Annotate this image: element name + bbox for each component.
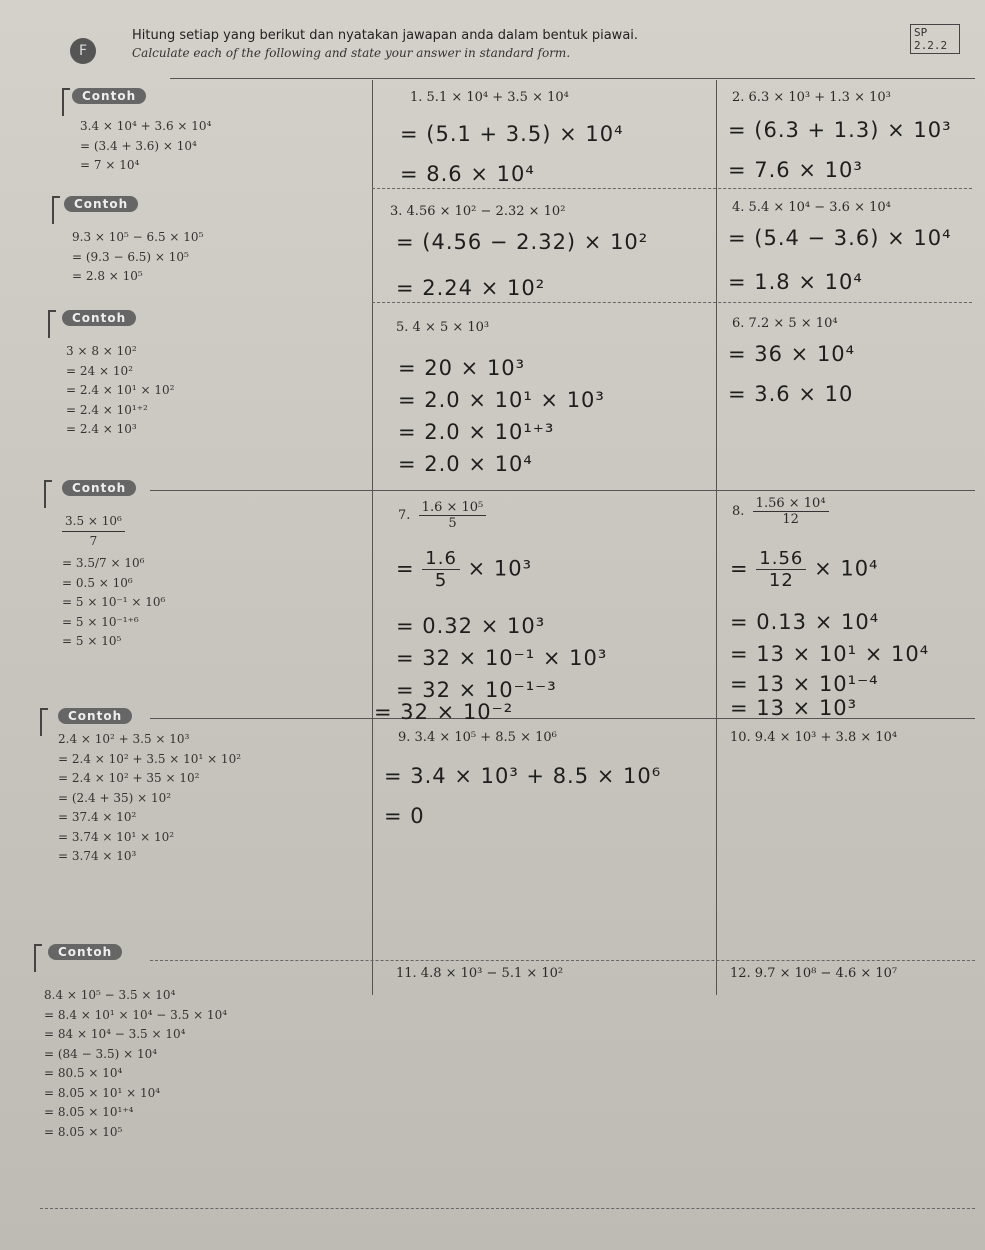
fraction-numerator: 3.5 × 10⁶ — [62, 512, 125, 532]
example-line: = 2.4 × 10¹ × 10² — [66, 383, 175, 397]
example-4-fraction — [62, 512, 125, 551]
question-number-badge: F — [70, 38, 96, 64]
contoh-label-2: Contoh — [64, 196, 138, 212]
answer-5-line-1: = 20 × 10³ — [398, 356, 526, 380]
instruction-malay: Hitung setiap yang berikut dan nyatakan jawapan anda dalam bentuk piawai. — [132, 28, 639, 43]
example-1 — [80, 117, 211, 176]
example-line: = (3.4 + 3.6) × 10⁴ — [80, 138, 197, 153]
example-line: = 5 × 10⁻¹ × 10⁶ — [62, 595, 166, 609]
contoh-label-6: Contoh — [48, 944, 122, 960]
answer-1-line-2: = 8.6 × 10⁴ — [400, 162, 535, 186]
question-4: 4. 5.4 × 10⁴ − 3.6 × 10⁴ — [732, 200, 891, 215]
equals-sign: = — [730, 556, 749, 581]
example-6 — [44, 986, 227, 1142]
answer-7-fraction — [422, 548, 460, 591]
example-line: = 8.05 × 10¹⁺⁴ — [44, 1105, 134, 1119]
bottom-rule — [40, 1208, 975, 1209]
example-line: 3.4 × 10⁴ + 3.6 × 10⁴ — [80, 119, 212, 133]
example-line: = 24 × 10² — [66, 363, 133, 378]
example-line: = 8.05 × 10¹ × 10⁴ — [44, 1085, 161, 1100]
example-line: = 80.5 × 10⁴ — [44, 1066, 123, 1080]
row-divider-1 — [372, 188, 972, 189]
answer-6-line-1: = 36 × 10⁴ — [728, 342, 856, 366]
fraction-numerator: 1.6 × 10⁵ — [419, 500, 487, 516]
example-line: = (9.3 − 6.5) × 10⁵ — [72, 249, 189, 264]
example-line: = 8.4 × 10¹ × 10⁴ − 3.5 × 10⁴ — [44, 1007, 228, 1022]
answer-6-line-2: = 3.6 × 10 — [728, 382, 854, 406]
example-line: = 2.4 × 10² + 35 × 10² — [58, 771, 200, 785]
example-line: = 8.05 × 10⁵ — [44, 1124, 123, 1139]
question-7-fraction — [419, 500, 487, 531]
answer-2-line-2: = 7.6 × 10³ — [728, 158, 863, 182]
contoh-label-4: Contoh — [62, 480, 136, 496]
question-11: 11. 4.8 × 10³ − 5.1 × 10² — [396, 966, 564, 981]
fraction-denominator: 5 — [434, 570, 448, 591]
question-8-label: 8. — [732, 504, 745, 519]
answer-7-line-4: = 32 × 10⁻¹⁻³ — [396, 678, 557, 702]
contoh-bracket-5 — [40, 708, 48, 736]
answer-9-line-2: = 0 — [384, 804, 425, 828]
example-4-fraction-line — [62, 512, 165, 554]
example-line: = 2.8 × 10⁵ — [72, 269, 143, 283]
answer-5-line-2: = 2.0 × 10¹ × 10³ — [398, 388, 605, 412]
question-2: 2. 6.3 × 10³ + 1.3 × 10³ — [732, 90, 891, 105]
question-12: 12. 9.7 × 10⁸ − 4.6 × 10⁷ — [730, 966, 898, 981]
answer-8-tail: × 10⁴ — [814, 556, 879, 581]
example-line: 9.3 × 10⁵ − 6.5 × 10⁵ — [72, 230, 204, 244]
question-8 — [732, 496, 829, 527]
answer-3-line-2: = 2.24 × 10² — [396, 276, 546, 300]
example-line: = 2.4 × 10¹⁺² — [66, 402, 148, 417]
example-line: = 3.74 × 10³ — [58, 849, 137, 863]
fraction-denominator: 12 — [782, 512, 799, 527]
answer-3-line-1: = (4.56 − 2.32) × 10² — [396, 230, 649, 254]
contoh-label-1: Contoh — [72, 88, 146, 104]
question-5: 5. 4 × 5 × 10³ — [396, 320, 490, 335]
skill-code: SP 2.2.2 — [910, 24, 960, 54]
answer-8-line-3: = 13 × 10¹ × 10⁴ — [730, 642, 930, 666]
example-line: 2.4 × 10² + 3.5 × 10³ — [58, 732, 190, 746]
question-9: 9. 3.4 × 10⁵ + 8.5 × 10⁶ — [398, 730, 557, 745]
fraction-denominator: 7 — [89, 534, 98, 548]
example-line: = 3.74 × 10¹ × 10² — [58, 829, 175, 844]
example-line: = 37.4 × 10² — [58, 810, 137, 824]
column-divider-left — [372, 80, 373, 995]
answer-1-line-1: = (5.1 + 3.5) × 10⁴ — [400, 122, 624, 146]
example-line: = 84 × 10⁴ − 3.5 × 10⁴ — [44, 1027, 186, 1041]
instruction-english: Calculate each of the following and state your answer in standard form. — [132, 46, 571, 60]
question-7-label: 7. — [398, 508, 411, 523]
contoh-bracket-6 — [34, 944, 42, 972]
example-line: = 0.5 × 10⁶ — [62, 575, 133, 590]
answer-7-tail: × 10³ — [467, 556, 533, 581]
question-8-fraction — [753, 496, 829, 527]
example-line: = (2.4 + 35) × 10² — [58, 790, 172, 805]
example-line: 8.4 × 10⁵ − 3.5 × 10⁴ — [44, 988, 176, 1002]
row-divider-3 — [150, 490, 975, 491]
example-line: = 3.5/7 × 10⁶ — [62, 556, 145, 570]
row-divider-5 — [150, 960, 975, 961]
answer-8-line-5: = 13 × 10³ — [730, 696, 858, 720]
contoh-label-3: Contoh — [62, 310, 136, 326]
fraction-numerator: 1.56 — [756, 548, 806, 570]
fraction-numerator: 1.6 — [422, 548, 460, 570]
row-divider-2 — [372, 302, 972, 303]
contoh-bracket-1 — [62, 88, 70, 116]
top-rule — [170, 78, 975, 79]
answer-4-line-2: = 1.8 × 10⁴ — [728, 270, 863, 294]
contoh-label-5: Contoh — [58, 708, 132, 724]
example-line: = 2.4 × 10³ — [66, 422, 137, 436]
fraction-numerator: 1.56 × 10⁴ — [753, 496, 829, 512]
answer-8-line-2: = 0.13 × 10⁴ — [730, 610, 880, 634]
contoh-bracket-4 — [44, 480, 52, 508]
example-4 — [62, 512, 165, 652]
answer-8-fraction — [756, 548, 806, 591]
example-line: = 5 × 10⁻¹⁺⁶ — [62, 614, 139, 629]
example-2 — [72, 228, 203, 287]
answer-2-line-1: = (6.3 + 1.3) × 10³ — [728, 118, 952, 142]
answer-5-line-3: = 2.0 × 10¹⁺³ — [398, 420, 555, 444]
answer-7-line-3: = 32 × 10⁻¹ × 10³ — [396, 646, 608, 670]
question-6: 6. 7.2 × 5 × 10⁴ — [732, 316, 838, 331]
answer-8-line-4: = 13 × 10¹⁻⁴ — [730, 672, 879, 696]
question-10: 10. 9.4 × 10³ + 3.8 × 10⁴ — [730, 730, 898, 745]
example-line: = 5 × 10⁵ — [62, 634, 122, 648]
example-line: = 7 × 10⁴ — [80, 158, 140, 172]
answer-4-line-1: = (5.4 − 3.6) × 10⁴ — [728, 226, 952, 250]
question-1: 1. 5.1 × 10⁴ + 3.5 × 10⁴ — [410, 90, 569, 105]
answer-7-line-5: = 32 × 10⁻² — [374, 700, 514, 724]
contoh-bracket-2 — [52, 196, 60, 224]
answer-7-line-1 — [396, 548, 532, 591]
example-line: 3 × 8 × 10² — [66, 344, 137, 358]
example-5 — [58, 730, 241, 867]
answer-7-line-2: = 0.32 × 10³ — [396, 614, 546, 638]
question-7 — [398, 500, 486, 531]
question-3: 3. 4.56 × 10² − 2.32 × 10² — [390, 204, 566, 219]
answer-5-line-4: = 2.0 × 10⁴ — [398, 452, 533, 476]
example-line: = 2.4 × 10² + 3.5 × 10¹ × 10² — [58, 751, 242, 766]
equals-sign: = — [396, 556, 415, 581]
contoh-bracket-3 — [48, 310, 56, 338]
column-divider-right — [716, 80, 717, 995]
example-3 — [66, 342, 174, 440]
fraction-denominator: 12 — [768, 570, 794, 591]
fraction-denominator: 5 — [448, 516, 457, 531]
answer-8-line-1 — [730, 548, 878, 591]
example-line: = (84 − 3.5) × 10⁴ — [44, 1046, 158, 1061]
answer-9-line-1: = 3.4 × 10³ + 8.5 × 10⁶ — [384, 764, 662, 788]
